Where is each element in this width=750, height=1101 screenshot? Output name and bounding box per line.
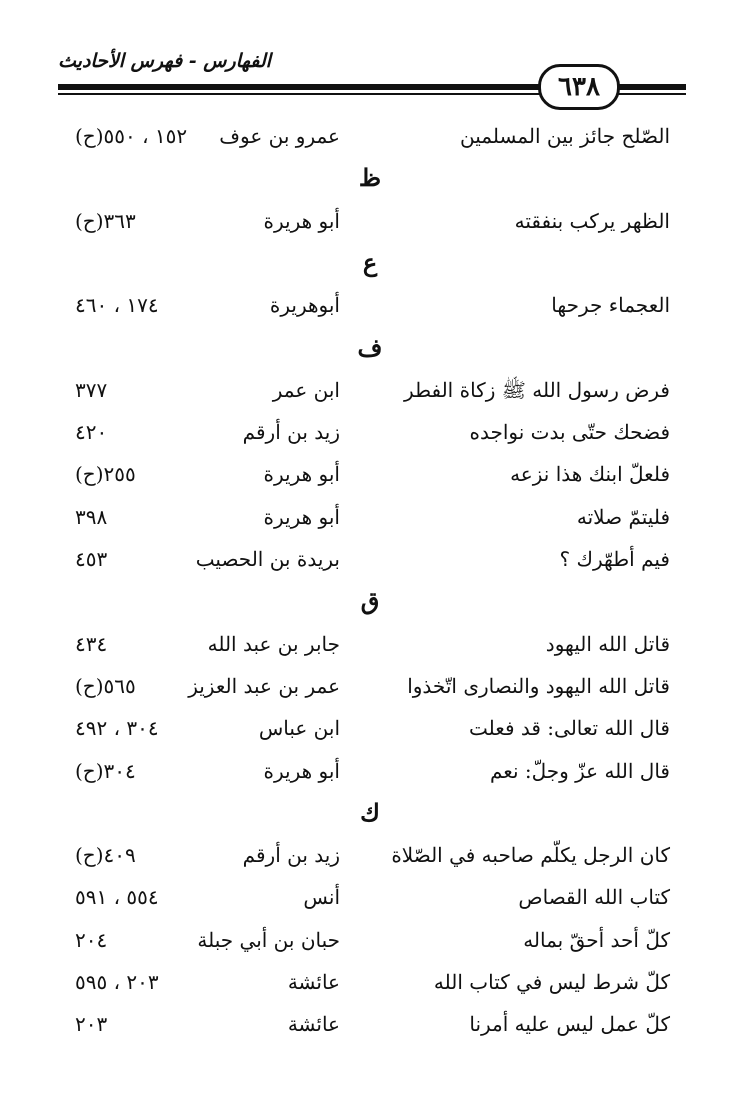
hadith-text: فضحك حتّى بدت نواجده	[469, 420, 670, 444]
narrator-name: بريدة بن الحصيب	[195, 547, 340, 571]
narrator-name: ابن عمر	[272, 378, 340, 402]
index-entry	[0, 370, 750, 410]
section-letter: ظ	[358, 163, 382, 192]
hadith-text: كتاب الله القصاص	[518, 885, 670, 909]
page-references: ٣٦٣(ح)	[75, 209, 136, 233]
hadith-text: قال الله عزّ وجلّ: نعم	[489, 759, 670, 783]
narrator-name: أنس	[303, 885, 340, 909]
page-references: ١٥٢ ، ٥٥٠(ح)	[75, 124, 188, 148]
page-references: ٤٠٩(ح)	[75, 843, 136, 867]
index-entry	[0, 624, 750, 664]
page-references: ٣٠٤ ، ٤٩٢	[75, 716, 159, 740]
hadith-text: العجماء جرحها	[551, 293, 670, 317]
index-entry	[0, 497, 750, 537]
narrator-name: عائشة	[287, 1012, 340, 1036]
index-entry	[0, 962, 750, 1002]
index-entry	[0, 539, 750, 579]
page-references: ٥٦٥(ح)	[75, 674, 136, 698]
index-entry	[0, 751, 750, 791]
narrator-name: ابن عباس	[258, 716, 340, 740]
narrator-name: عائشة	[287, 970, 340, 994]
page-references: ٣٩٨	[75, 505, 108, 529]
index-entry	[0, 412, 750, 452]
narrator-name: أبوهريرة	[269, 293, 340, 317]
index-entry	[0, 285, 750, 325]
index-entry	[0, 920, 750, 960]
narrator-name: أبو هريرة	[263, 462, 340, 486]
hadith-text: الظهر يركب بنفقته	[514, 209, 670, 233]
section-letter: ق	[360, 586, 380, 615]
hadith-text: كلّ عمل ليس عليه أمرنا	[469, 1012, 670, 1036]
running-title: الفهارس - فهرس الأحاديث	[58, 50, 271, 72]
section-letter: ع	[362, 248, 378, 277]
hadith-text: قاتل الله اليهود والنصارى اتّخذوا	[407, 674, 670, 698]
page-header	[0, 0, 750, 110]
narrator-name: عمرو بن عوف	[219, 124, 340, 148]
hadith-text: فرض رسول الله ﷺ زكاة الفطر	[404, 378, 670, 402]
index-entry	[0, 708, 750, 748]
hadith-text: فلعلّ ابنك هذا نزعه	[510, 462, 670, 486]
narrator-name: أبو هريرة	[263, 505, 340, 529]
hadith-text: كان الرجل يكلّم صاحبه في الصّلاة	[391, 843, 670, 867]
hadith-text: كلّ أحد أحقّ بماله	[523, 928, 670, 952]
page-references: ٤٢٠	[75, 420, 108, 444]
page-number: ٦٣٨	[538, 64, 620, 110]
section-letter: ك	[360, 798, 380, 827]
page-references: ٢٥٥(ح)	[75, 462, 136, 486]
page-references: ٥٥٤ ، ٥٩١	[75, 885, 159, 909]
narrator-name: جابر بن عبد الله	[207, 632, 340, 656]
narrator-name: أبو هريرة	[263, 209, 340, 233]
index-entry	[0, 877, 750, 917]
index-entry	[0, 116, 750, 156]
hadith-text: قاتل الله اليهود	[545, 632, 670, 656]
index-entry	[0, 454, 750, 494]
hadith-text: فليتمّ صلاته	[576, 505, 670, 529]
narrator-name: حبان بن أبي جبلة	[197, 928, 340, 952]
narrator-name: زيد بن أرقم	[242, 420, 340, 444]
index-entry	[0, 835, 750, 875]
narrator-name: زيد بن أرقم	[242, 843, 340, 867]
page-references: ١٧٤ ، ٤٦٠	[75, 293, 159, 317]
hadith-text: الصّلح جائز بين المسلمين	[460, 124, 670, 148]
page-references: ٢٠٣ ، ٥٩٥	[75, 970, 159, 994]
index-entry	[0, 201, 750, 241]
narrator-name: أبو هريرة	[263, 759, 340, 783]
page-references: ٤٣٤	[75, 632, 108, 656]
hadith-text: فيم أطهّرك ؟	[559, 547, 670, 571]
narrator-name: عمر بن عبد العزيز	[188, 674, 340, 698]
hadith-text: كلّ شرط ليس في كتاب الله	[433, 970, 670, 994]
page-references: ٢٠٤	[75, 928, 108, 952]
page-references: ٢٠٣	[75, 1012, 108, 1036]
section-letter: ف	[357, 333, 383, 362]
index-entry	[0, 666, 750, 706]
hadith-text: قال الله تعالى: قد فعلت	[469, 716, 670, 740]
page-references: ٣٠٤(ح)	[75, 759, 136, 783]
index-entry	[0, 1004, 750, 1044]
page-references: ٤٥٣	[75, 547, 108, 571]
page-references: ٣٧٧	[75, 378, 108, 402]
